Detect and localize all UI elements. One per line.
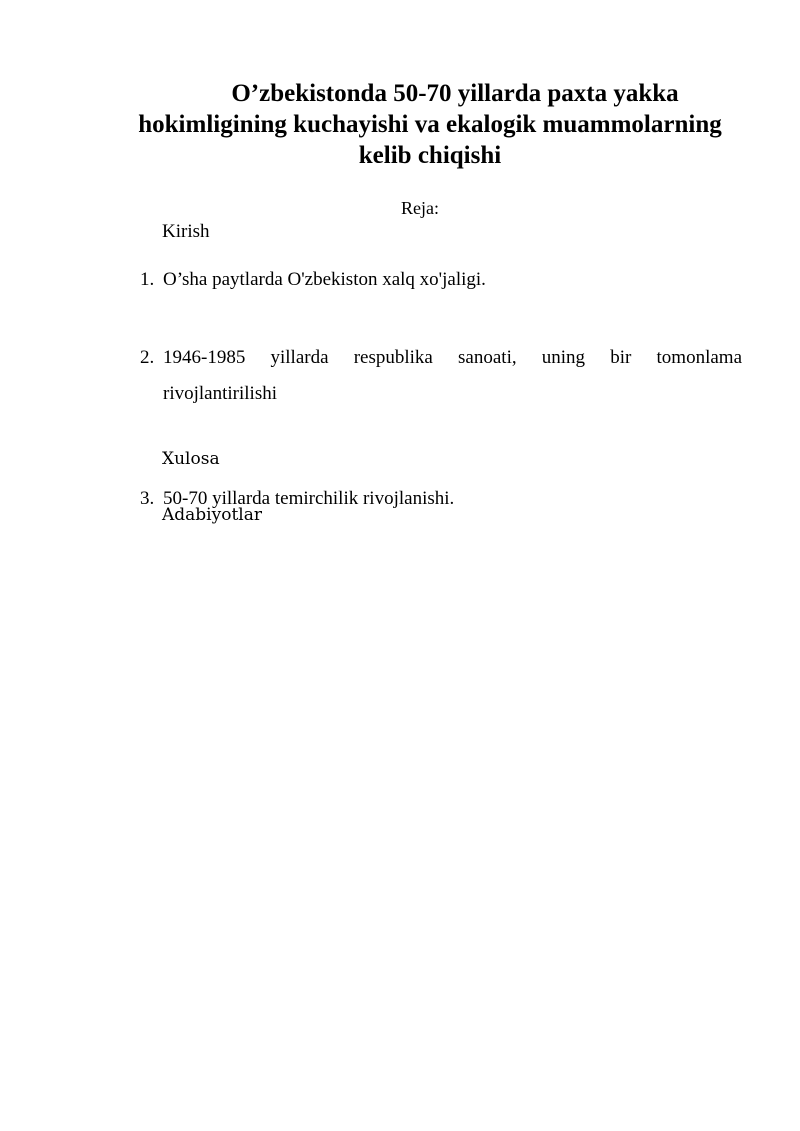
item-number: 2. [140,347,155,368]
title-line-3: kelib chiqishi [358,142,502,169]
title-line-1: O’zbekistonda 50-70 yillarda paxta yakka [231,80,679,107]
intro-entry: Kirish [162,221,210,242]
item-text-line-1: 1946-1985 yillarda respublika sanoati, uning bir tomonlama [163,347,742,368]
title-line-2: hokimligining kuchayishi va ekalogik muammolarning [138,111,722,138]
references-entry: Adabiyotlar [162,505,262,525]
plan-heading: Reja: [401,198,439,218]
document-title [100,78,760,171]
item-text: 50-70 yillarda temirchilik rivojlanishi. [163,488,455,509]
plan-item-1 [140,268,742,292]
item-number: 1. [140,269,155,290]
item-text-line-2: rivojlantirilishi [163,383,277,404]
plan-item-2 [140,340,742,412]
item-number: 3. [140,488,155,509]
item-text: O’sha paytlarda O'zbekiston xalq xo'jaligi. [163,269,486,290]
conclusion-entry: Xulosa [162,449,220,469]
